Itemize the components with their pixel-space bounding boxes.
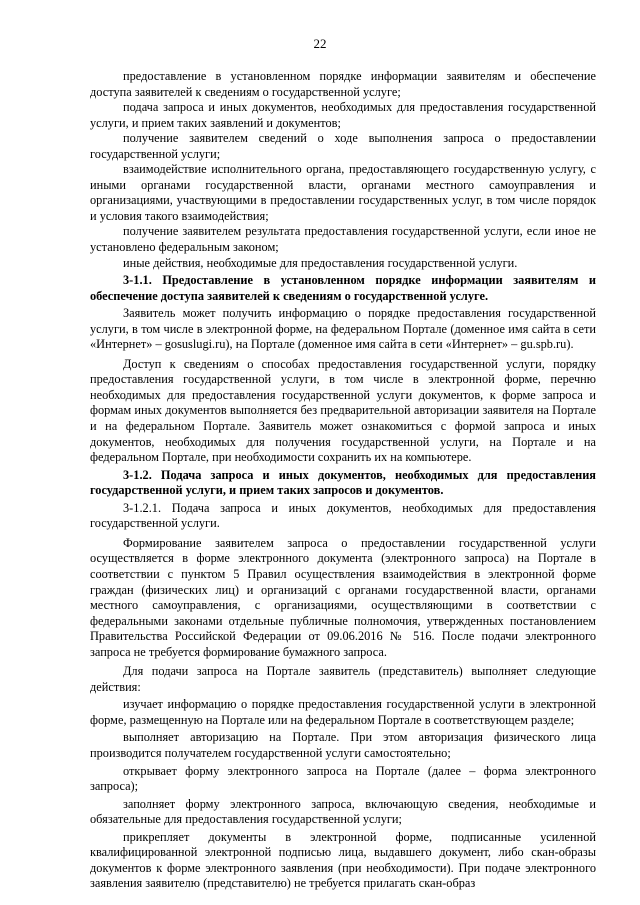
- paragraph: получение заявителем результата предоставления государственной услуги, если иное не установлено федеральным законом;: [90, 224, 596, 255]
- paragraph: иные действия, необходимые для предоставления государственной услуги.: [123, 255, 518, 270]
- list-item: выполняет авторизацию на Портале. При этом авторизация физического лица производится получателем государственной услуги самостоятельно;: [90, 730, 596, 760]
- page-number: 22: [313, 36, 327, 51]
- page-body: [90, 69, 596, 892]
- paragraph: взаимодействие исполнительного органа, предоставляющего государственную услугу, с иными органами государственной власти, органами местного самоуправления и организациями, участвующими в предоставлении государственных услуг, в том числе порядок и условия такого взаимодействия;: [90, 162, 596, 223]
- list-item: открывает форму электронного запроса на Портале (далее – форма электронного запроса);: [90, 763, 596, 794]
- paragraph: Формирование заявителем запроса о предоставлении государственной услуги осуществляется в форме электронного документа (электронного запроса) на Портале в соответствии с пунктом 5 Правил осуществления взаимодействия в электронной форме граждан (физических лиц) и организаций с органами государственной власти, органами местного самоуправления, с организациями, осуществляющими в соответствии с федеральными законами отдельные публичные полномочия, утвержденных постановлением Правительства Российской Федерации от 09.06.2016 № 516. После подачи электронного запроса не требуется формирование бумажного запроса.: [90, 535, 596, 659]
- paragraph: Доступ к сведениям о способах предоставления государственной услуги, порядку предоставления государственной услуги, в том числе в электронной форме, перечню необходимых для предоставления государственной услуги документов, к форме запроса и формам иных документов выполняется без предварительной авторизации заявителя на Портале и на федеральном Портале. Заявитель может ознакомиться с формой запроса и иных документов, необходимых для получения государственной услуги, на Портале и на федеральном Портале, при необходимости сохранить их на компьютере.: [90, 356, 596, 465]
- paragraph: 3-1.2.1. Подача запроса и иных документов, необходимых для предоставления государственной услуги.: [90, 500, 596, 531]
- section-heading: 3-1.2. Подача запроса и иных документов, необходимых для предоставления государственной услуги, и прием таких запросов и документов.: [90, 467, 596, 498]
- paragraph: подача запроса и иных документов, необходимых для предоставления государственной услуги, и прием таких заявлений и документов;: [90, 100, 596, 130]
- paragraph: получение заявителем сведений о ходе выполнения запроса о предоставлении государственной услуги;: [90, 131, 596, 161]
- list-item: заполняет форму электронного запроса, включающую сведения, необходимые и обязательные для предоставления государственной услуги;: [90, 796, 596, 827]
- paragraph: Для подачи запроса на Портале заявитель (представитель) выполняет следующие действия:: [90, 664, 596, 694]
- paragraph: Заявитель может получить информацию о порядке предоставления государственной услуги, в том числе в электронной форме, на федеральном Портале (доменное имя сайта в сети «Интернет» – gosuslugi.ru), на Портале (доменное имя сайта в сети «Интернет» – gu.spb.ru).: [90, 306, 596, 352]
- list-item: прикрепляет документы в электронной форме, подписанные усиленной квалифицированной электронной подписью лица, выдавшего документ, либо скан-образы документов к форме электронного заявления (при необходимости). При подаче электронного заявления заявителю (представителю) не требуется прилагать скан-образ: [90, 829, 596, 891]
- section-heading: 3-1.1. Предоставление в установленном порядке информации заявителям и обеспечение доступа заявителей к сведениям о государственной услуге.: [90, 273, 596, 303]
- list-item: изучает информацию о порядке предоставления государственной услуги в электронной форме, размещенную на Портале или на федеральном Портале в соответствующем разделе;: [90, 697, 596, 727]
- paragraph: предоставление в установленном порядке информации заявителям и обеспечение доступа заявителей к сведениям о государственной услуге;: [90, 69, 596, 99]
